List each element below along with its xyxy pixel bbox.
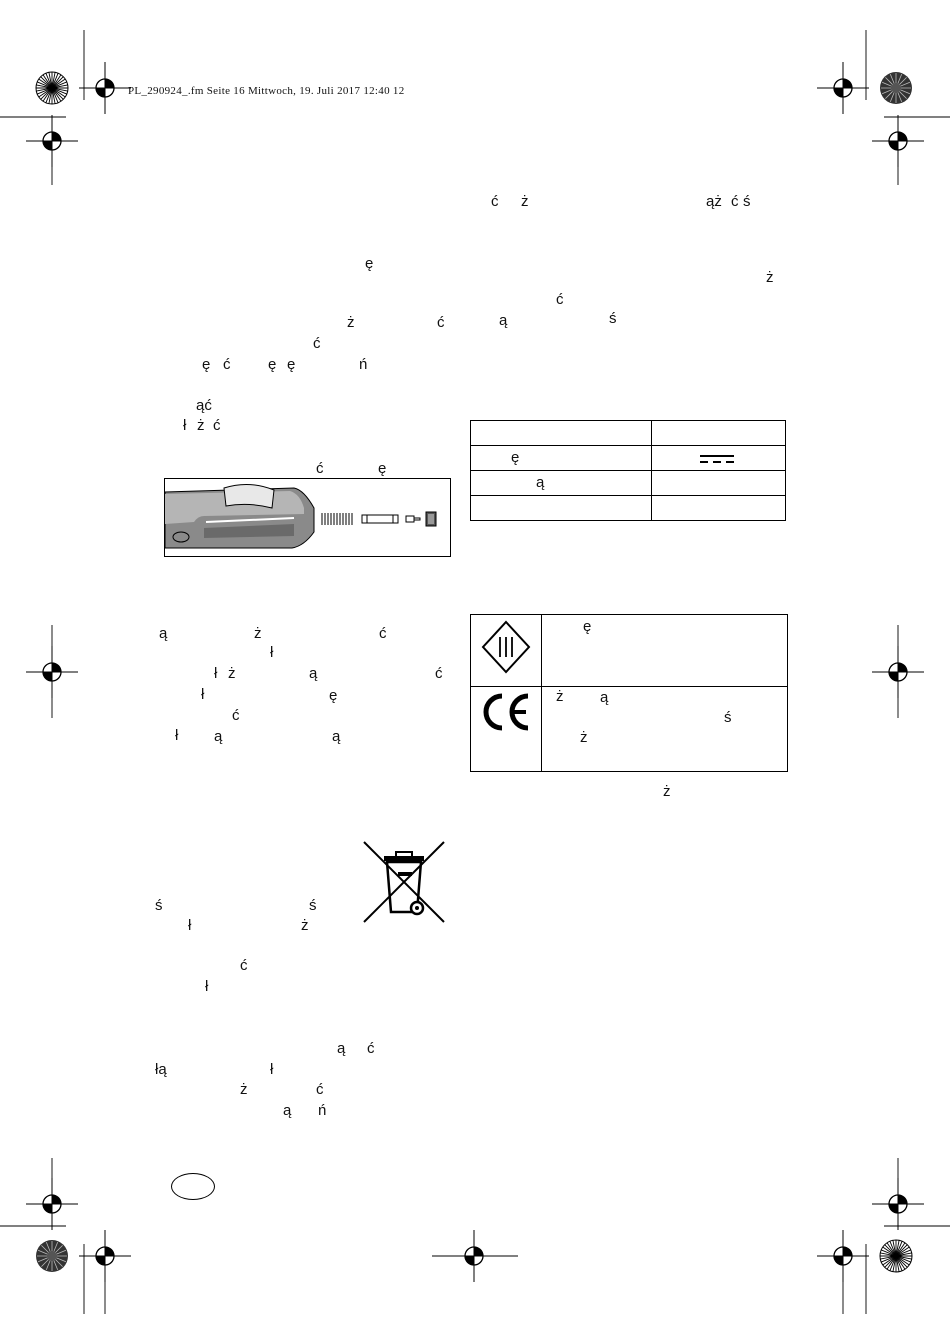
glyph: ś (155, 897, 163, 914)
glyph: ą (600, 689, 609, 706)
glyph: ć (491, 193, 499, 210)
dc-symbol-icon (699, 454, 735, 464)
glyph: ą (499, 312, 508, 329)
glyph: ż (254, 625, 262, 642)
ce-mark-icon (478, 692, 532, 732)
glyph: ę (583, 618, 592, 635)
glyph: ć (316, 1081, 324, 1098)
glyph: ł (188, 917, 192, 934)
glyph: ż (580, 729, 588, 746)
glyph: ć (213, 417, 221, 434)
print-header-file-line: PL_290924_.fm Seite 16 Mittwoch, 19. Juli 2017 12:40 12 (128, 85, 405, 97)
glyph: ć (379, 625, 387, 642)
glyph: ł (201, 686, 205, 703)
glyph: ę (378, 460, 387, 477)
glyph: ł (214, 665, 218, 682)
glyph: ś (609, 310, 617, 327)
glyph: ń (318, 1102, 327, 1119)
table-row (471, 496, 786, 521)
table-row (471, 471, 786, 496)
glyph: ąż (706, 193, 722, 210)
glyph: ą (214, 728, 223, 745)
glyph: ż (766, 269, 774, 286)
crossed-bin-icon (362, 840, 446, 924)
glyph: ł (270, 644, 274, 661)
technical-data-table (470, 420, 786, 521)
glyph: ę (329, 687, 338, 704)
table-cell (652, 496, 786, 521)
glyph: ż (556, 688, 564, 705)
table-cell (471, 446, 652, 471)
glyph: ć (556, 291, 564, 308)
glyph: łą (155, 1061, 167, 1078)
glyph: ś (724, 709, 732, 726)
table-cell (471, 496, 652, 521)
lighter-device-illustration (164, 478, 451, 557)
glyph: ł (205, 978, 209, 995)
glyph: ł (183, 417, 187, 434)
table-cell (471, 421, 652, 446)
glyph: ś (309, 897, 317, 914)
glyph: ż (521, 193, 529, 210)
country-code-oval (171, 1173, 215, 1200)
glyph: ż (301, 917, 309, 934)
table-cell (652, 471, 786, 496)
glyph: ł (175, 727, 179, 744)
glyph: ż (663, 783, 671, 800)
glyph: ą (159, 625, 168, 642)
glyph: ż (240, 1081, 248, 1098)
glyph: ń (359, 356, 368, 373)
glyph: ć (313, 335, 321, 352)
table-cell (652, 446, 786, 471)
glyph: ć (223, 356, 231, 373)
glyph: ć (731, 193, 739, 210)
table-cell (652, 421, 786, 446)
glyph: ł (270, 1061, 274, 1078)
glyph: ę (365, 255, 374, 272)
glyph: ć (316, 460, 324, 477)
table-row (471, 446, 786, 471)
glyph: ą (536, 474, 545, 491)
glyph: ę (268, 356, 277, 373)
glyph: ć (437, 314, 445, 331)
table-row (471, 421, 786, 446)
table-cell (471, 471, 652, 496)
glyph: ą (283, 1102, 292, 1119)
glyph: ąć (196, 397, 212, 414)
glyph: ć (435, 665, 443, 682)
glyph: ż (228, 665, 236, 682)
glyph: ż (197, 417, 205, 434)
glyph: ą (332, 728, 341, 745)
glyph: ę (287, 356, 296, 373)
glyph: ą (309, 665, 318, 682)
glyph: ć (232, 707, 240, 724)
glyph: ć (240, 957, 248, 974)
glyph: ć (367, 1040, 375, 1057)
glyph: ę (202, 356, 211, 373)
glyph: ż (347, 314, 355, 331)
glyph: ą (337, 1040, 346, 1057)
glyph: ś (743, 193, 751, 210)
glyph: ę (511, 449, 520, 466)
class-iii-diamond-icon (480, 619, 532, 675)
